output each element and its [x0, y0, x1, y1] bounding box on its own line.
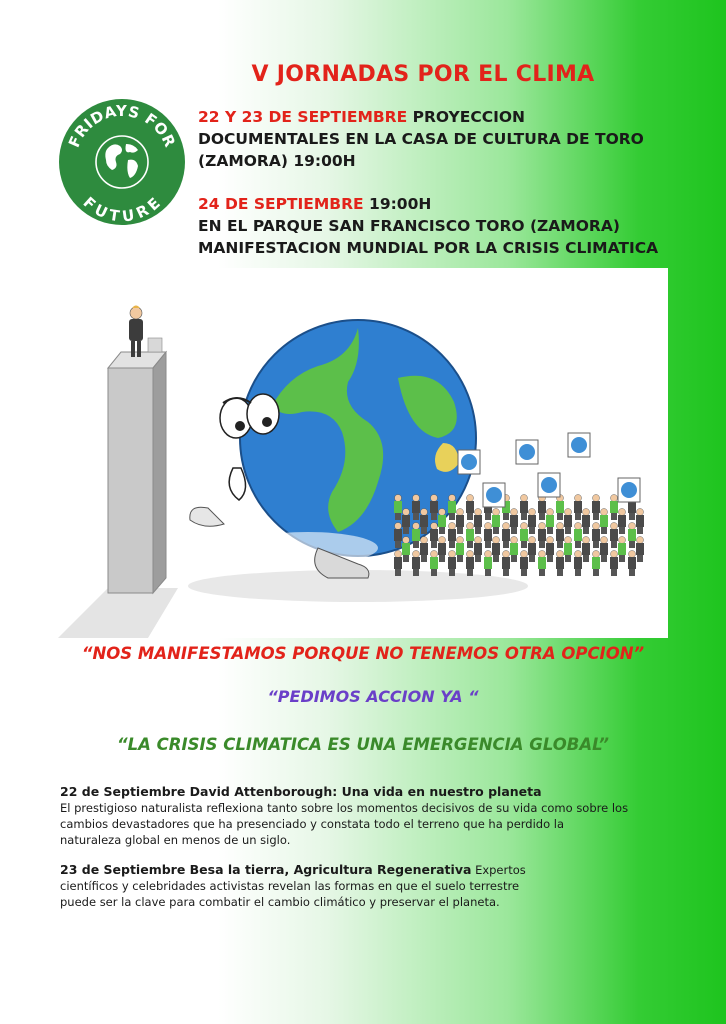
- protester-figure: [528, 537, 536, 563]
- event-text: PROYECCION: [412, 108, 526, 126]
- protester-figure: [448, 523, 456, 549]
- logo-bottom-text: FUTURE: [79, 193, 165, 226]
- film-description: naturaleza global en menos de un siglo.: [60, 833, 291, 847]
- protester-figure: [394, 523, 402, 549]
- film-description: cambios devastadores que ha presenciado y constata todo el terreno que ha perdido la: [60, 817, 565, 831]
- protester-figure: [618, 537, 626, 563]
- protester-figure: [402, 537, 410, 563]
- protester-figure: [582, 537, 590, 563]
- protester-figure: [474, 509, 482, 535]
- quote-no-option: “NOS MANIFESTAMOS PORQUE NO TENEMOS OTRA OPCION”: [81, 644, 645, 663]
- event-text: 19:00H: [369, 195, 432, 213]
- protester-figure: [430, 551, 438, 577]
- protester-figure: [448, 495, 456, 521]
- protester-figure: [448, 551, 456, 577]
- film-description: científicos y celebridades activistas revelan las formas en que el suelo terrestre: [60, 879, 520, 893]
- protester-figure: [546, 509, 554, 535]
- film-attenborough: [60, 784, 660, 848]
- protester-figure: [564, 509, 572, 535]
- event-demonstration: [198, 193, 698, 259]
- protester-figure: [600, 537, 608, 563]
- protester-figure: [556, 495, 564, 521]
- event-text: DOCUMENTALES EN LA CASA DE CULTURA DE TORO: [198, 130, 644, 148]
- crying-earth-illustration: [58, 268, 668, 638]
- protester-figure: [412, 523, 420, 549]
- protester-figure: [628, 551, 636, 577]
- event-text: MANIFESTACION MUNDIAL POR LA CRISIS CLIMATICA: [198, 239, 659, 257]
- film-description: El prestigioso naturalista reflexiona tanto sobre los momentos decisivos de su vida como sobre los: [60, 801, 629, 815]
- protester-figure: [564, 537, 572, 563]
- protester-figure: [412, 551, 420, 577]
- protester-figure: [520, 495, 528, 521]
- protester-figure: [574, 495, 582, 521]
- event-date: 24 DE SEPTIEMBRE: [198, 195, 364, 213]
- protester-figure: [538, 523, 546, 549]
- logo-top-text: FRIDAYS FOR: [64, 101, 180, 151]
- protester-figure: [520, 551, 528, 577]
- protester-figure: [574, 523, 582, 549]
- protester-figure: [492, 537, 500, 563]
- protester-figure: [592, 523, 600, 549]
- film-title: 23 de Septiembre Besa la tierra, Agricultura Regenerativa: [60, 862, 472, 877]
- event-screenings: [198, 106, 698, 172]
- pedestal: [108, 352, 166, 593]
- protester-figure: [538, 495, 546, 521]
- protester-figure: [628, 523, 636, 549]
- protester-figure: [610, 551, 618, 577]
- fridays-for-future-logo: [58, 98, 186, 226]
- protester-figure: [510, 509, 518, 535]
- protester-figure: [492, 509, 500, 535]
- protester-figure: [420, 509, 428, 535]
- protester-figure: [412, 495, 420, 521]
- protester-figure: [466, 523, 474, 549]
- protester-figure: [556, 523, 564, 549]
- protester-figure: [538, 551, 546, 577]
- protester-figure: [636, 537, 644, 563]
- film-description: Expertos: [475, 863, 526, 877]
- protester-figure: [556, 551, 564, 577]
- protester-figure: [466, 551, 474, 577]
- protester-figure: [394, 551, 402, 577]
- protester-figure: [636, 509, 644, 535]
- protester-figure: [592, 551, 600, 577]
- protester-figure: [394, 495, 402, 521]
- protester-figure: [402, 509, 410, 535]
- protester-figure: [610, 495, 618, 521]
- protester-figure: [430, 495, 438, 521]
- poster-title: V JORNADAS POR EL CLIMA: [251, 62, 595, 87]
- protester-figure: [438, 537, 446, 563]
- film-title: 22 de Septiembre David Attenborough: Una vida en nuestro planeta: [60, 784, 542, 799]
- protester-figure: [510, 537, 518, 563]
- protester-figure: [574, 551, 582, 577]
- protester-figure: [484, 523, 492, 549]
- protester-figure: [466, 495, 474, 521]
- protester-figure: [610, 523, 618, 549]
- event-text: (ZAMORA) 19:00H: [198, 152, 356, 170]
- protester-figure: [592, 495, 600, 521]
- event-text: EN EL PARQUE SAN FRANCISCO TORO (ZAMORA): [198, 217, 620, 235]
- protester-figure: [618, 509, 626, 535]
- protester-figure: [474, 537, 482, 563]
- quote-action-now: “PEDIMOS ACCION YA “: [267, 687, 479, 706]
- protester-figure: [582, 509, 590, 535]
- protester-figure: [502, 523, 510, 549]
- protester-figure: [456, 509, 464, 535]
- event-date: 22 Y 23 DE SEPTIEMBRE: [198, 108, 408, 126]
- film-kiss-the-ground: [60, 862, 660, 910]
- protester-figure: [430, 523, 438, 549]
- protester-figure: [420, 537, 428, 563]
- protester-figure: [484, 551, 492, 577]
- protester-figure: [456, 537, 464, 563]
- protester-figure: [520, 523, 528, 549]
- protester-figure: [600, 509, 608, 535]
- protester-figure: [438, 509, 446, 535]
- protester-figure: [546, 537, 554, 563]
- film-description: puede ser la clave para combatir el cambio climático y preservar el planeta.: [60, 895, 500, 909]
- protester-figure: [502, 551, 510, 577]
- quote-global-emergency: “LA CRISIS CLIMATICA ES UNA EMERGENCIA GLOBAL”: [116, 735, 610, 754]
- protester-figure: [528, 509, 536, 535]
